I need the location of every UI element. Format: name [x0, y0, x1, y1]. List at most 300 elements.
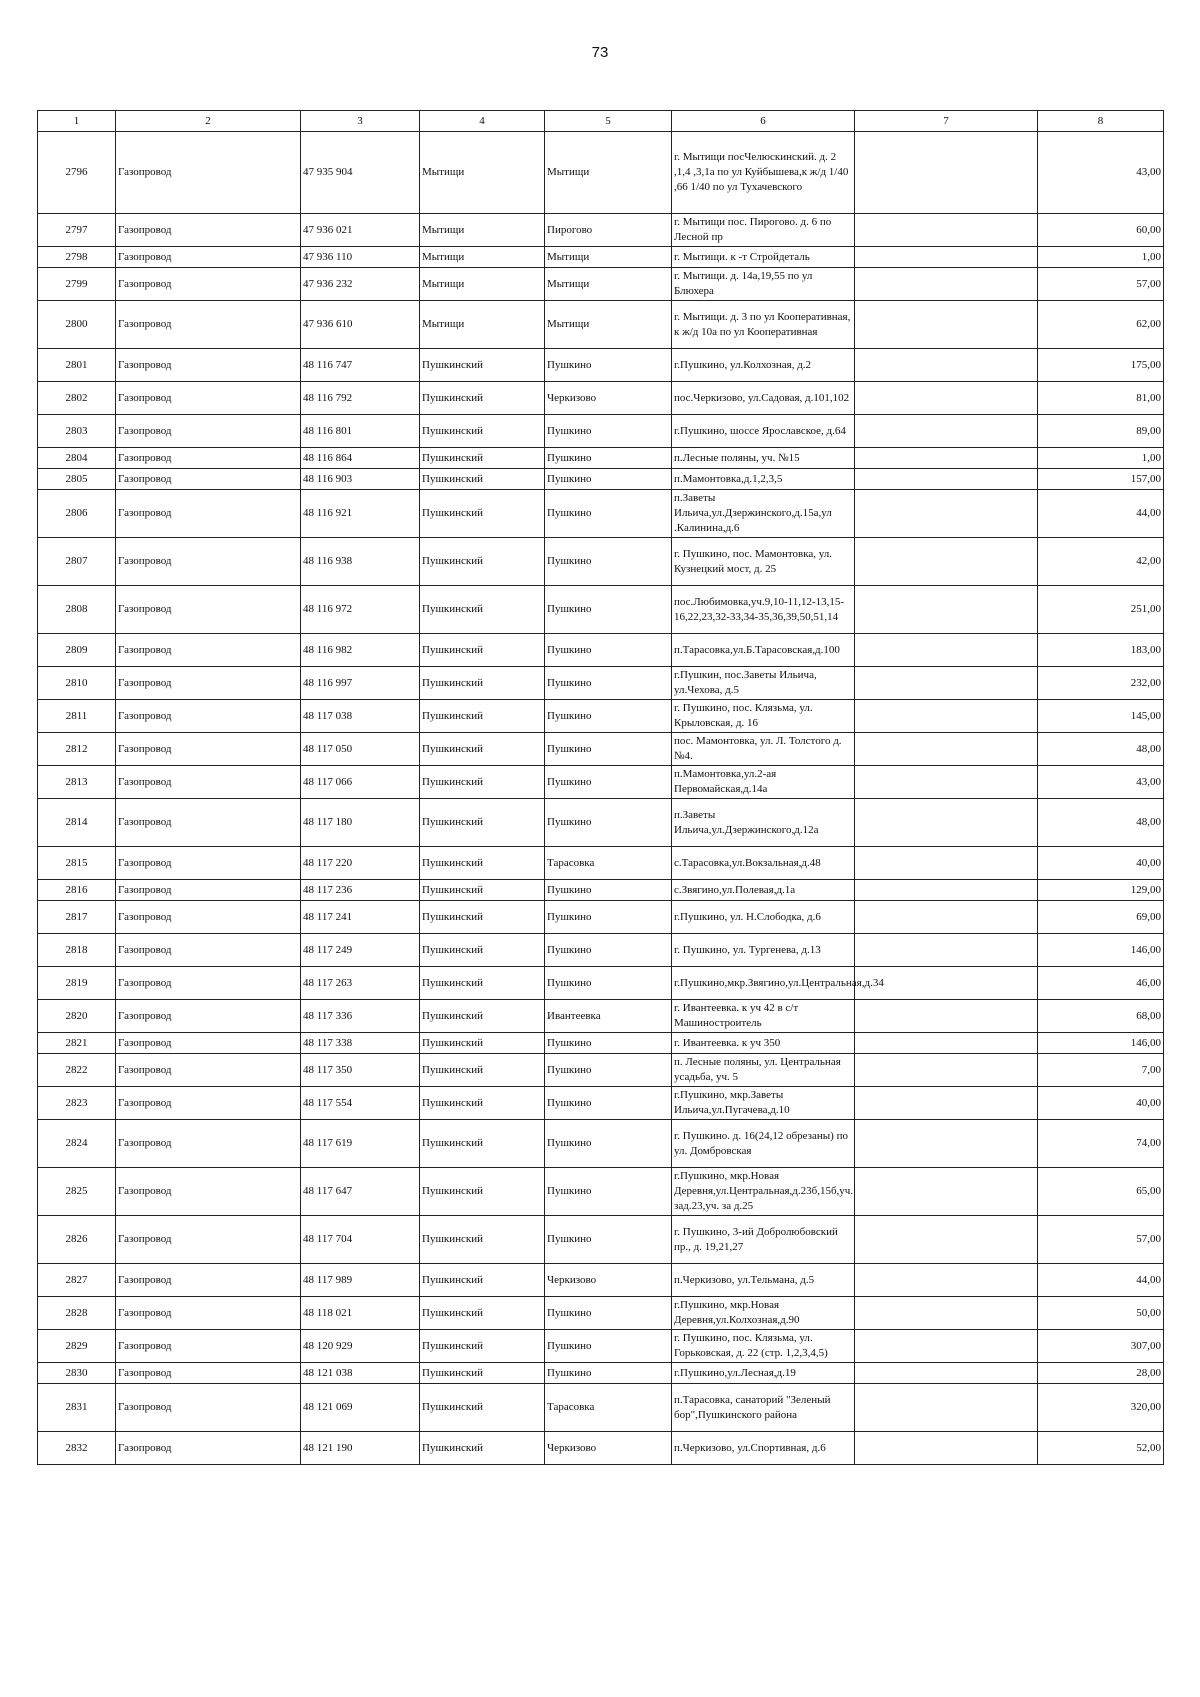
length-value: 57,00 [1038, 1216, 1164, 1264]
length-value: 69,00 [1038, 901, 1164, 934]
length-value: 46,00 [1038, 967, 1164, 1000]
length-value: 44,00 [1038, 1264, 1164, 1297]
column-7-value [855, 490, 1038, 538]
column-7-value [855, 1120, 1038, 1168]
column-7-value [855, 847, 1038, 880]
locality-name: Черкизово [545, 1432, 672, 1465]
row-number: 2803 [38, 415, 116, 448]
column-7-value [855, 1168, 1038, 1216]
object-code: 48 117 989 [301, 1264, 420, 1297]
district-name: Пушкинский [420, 967, 545, 1000]
row-number: 2821 [38, 1033, 116, 1054]
locality-name: Пушкино [545, 1363, 672, 1384]
column-7-value [855, 132, 1038, 214]
locality-name: Пушкино [545, 1330, 672, 1363]
row-number: 2827 [38, 1264, 116, 1297]
table-row [38, 132, 1164, 214]
object-code: 48 117 338 [301, 1033, 420, 1054]
length-value: 145,00 [1038, 700, 1164, 733]
length-value: 48,00 [1038, 799, 1164, 847]
object-code: 48 116 903 [301, 469, 420, 490]
object-address: г. Мытищи. д. 14а,19,55 по ул Блюхера [672, 268, 855, 301]
object-address: п.Заветы Ильича,ул.Дзержинского,д.12а [672, 799, 855, 847]
object-address: с.Звягино,ул.Полевая,д.1а [672, 880, 855, 901]
row-number: 2820 [38, 1000, 116, 1033]
table-row [38, 1297, 1164, 1330]
row-number: 2825 [38, 1168, 116, 1216]
object-code: 48 116 997 [301, 667, 420, 700]
object-code: 47 936 232 [301, 268, 420, 301]
object-address: пос.Любимовка,уч.9,10-11,12-13,15-16,22,23,32-33,34-35,36,39,50,51,14 [672, 586, 855, 634]
object-address: г. Мытищи. д. 3 по ул Кооперативная, к ж/д 10а по ул Кооперативная [672, 301, 855, 349]
object-address: г. Пушкино, ул. Тургенева, д.13 [672, 934, 855, 967]
object-address: г.Пушкино,ул.Лесная,д.19 [672, 1363, 855, 1384]
row-number: 2810 [38, 667, 116, 700]
object-address: п.Заветы Ильича,ул.Дзержинского,д.15а,ул .Калинина,д.6 [672, 490, 855, 538]
column-7-value [855, 469, 1038, 490]
object-type: Газопровод [116, 967, 301, 1000]
district-name: Пушкинский [420, 766, 545, 799]
object-address: г. Пушкино, 3-ий Добролюбовский пр., д. 19,21,27 [672, 1216, 855, 1264]
column-7-value [855, 1216, 1038, 1264]
locality-name: Пушкино [545, 967, 672, 1000]
district-name: Пушкинский [420, 1000, 545, 1033]
row-number: 2817 [38, 901, 116, 934]
length-value: 43,00 [1038, 132, 1164, 214]
row-number: 2832 [38, 1432, 116, 1465]
length-value: 251,00 [1038, 586, 1164, 634]
object-address: п.Тарасовка,ул.Б.Тарасовская,д.100 [672, 634, 855, 667]
row-number: 2828 [38, 1297, 116, 1330]
locality-name: Пушкино [545, 1297, 672, 1330]
object-code: 48 117 249 [301, 934, 420, 967]
length-value: 28,00 [1038, 1363, 1164, 1384]
locality-name: Пушкино [545, 415, 672, 448]
object-code: 48 117 038 [301, 700, 420, 733]
row-number: 2796 [38, 132, 116, 214]
object-type: Газопровод [116, 667, 301, 700]
column-7-value [855, 1384, 1038, 1432]
table-row [38, 766, 1164, 799]
object-address: г. Мытищи пос. Пирогово. д. 6 по Лесной пр [672, 214, 855, 247]
length-value: 40,00 [1038, 847, 1164, 880]
district-name: Пушкинский [420, 1216, 545, 1264]
row-number: 2829 [38, 1330, 116, 1363]
district-name: Пушкинский [420, 448, 545, 469]
row-number: 2797 [38, 214, 116, 247]
table-row [38, 1120, 1164, 1168]
column-header: 4 [420, 111, 545, 132]
locality-name: Черкизово [545, 382, 672, 415]
row-number: 2826 [38, 1216, 116, 1264]
district-name: Пушкинский [420, 1384, 545, 1432]
table-row [38, 733, 1164, 766]
table-row [38, 1168, 1164, 1216]
row-number: 2798 [38, 247, 116, 268]
table-row [38, 268, 1164, 301]
object-type: Газопровод [116, 1033, 301, 1054]
locality-name: Тарасовка [545, 847, 672, 880]
district-name: Пушкинский [420, 934, 545, 967]
length-value: 42,00 [1038, 538, 1164, 586]
object-code: 47 936 110 [301, 247, 420, 268]
length-value: 65,00 [1038, 1168, 1164, 1216]
table-row [38, 490, 1164, 538]
object-address: г. Ивантеевка. к уч 42 в с/т Машиностроитель [672, 1000, 855, 1033]
object-type: Газопровод [116, 1120, 301, 1168]
object-type: Газопровод [116, 247, 301, 268]
object-address: с.Тарасовка,ул.Вокзальная,д.48 [672, 847, 855, 880]
object-code: 48 121 190 [301, 1432, 420, 1465]
column-7-value [855, 766, 1038, 799]
column-header: 6 [672, 111, 855, 132]
object-code: 47 935 904 [301, 132, 420, 214]
column-7-value [855, 1054, 1038, 1087]
object-type: Газопровод [116, 1168, 301, 1216]
table-row [38, 247, 1164, 268]
table-row [38, 469, 1164, 490]
object-code: 48 117 554 [301, 1087, 420, 1120]
district-name: Пушкинский [420, 799, 545, 847]
locality-name: Пушкино [545, 538, 672, 586]
object-address: г.Пушкино, ул. Н.Слободка, д.6 [672, 901, 855, 934]
object-type: Газопровод [116, 268, 301, 301]
row-number: 2819 [38, 967, 116, 1000]
district-name: Пушкинский [420, 733, 545, 766]
object-type: Газопровод [116, 538, 301, 586]
object-address: п.Черкизово, ул.Тельмана, д.5 [672, 1264, 855, 1297]
object-type: Газопровод [116, 1216, 301, 1264]
length-value: 60,00 [1038, 214, 1164, 247]
object-code: 48 117 066 [301, 766, 420, 799]
column-header: 7 [855, 111, 1038, 132]
object-code: 48 121 038 [301, 1363, 420, 1384]
column-7-value [855, 382, 1038, 415]
length-value: 52,00 [1038, 1432, 1164, 1465]
district-name: Пушкинский [420, 1432, 545, 1465]
object-type: Газопровод [116, 1297, 301, 1330]
locality-name: Пушкино [545, 700, 672, 733]
page-number: 73 [591, 44, 609, 61]
object-code: 48 116 938 [301, 538, 420, 586]
object-code: 48 116 801 [301, 415, 420, 448]
object-type: Газопровод [116, 700, 301, 733]
length-value: 43,00 [1038, 766, 1164, 799]
column-7-value [855, 634, 1038, 667]
locality-name: Пушкино [545, 1120, 672, 1168]
length-value: 50,00 [1038, 1297, 1164, 1330]
object-code: 48 116 921 [301, 490, 420, 538]
header-row [38, 111, 1164, 132]
object-code: 48 116 972 [301, 586, 420, 634]
locality-name: Пушкино [545, 1054, 672, 1087]
locality-name: Пушкино [545, 1168, 672, 1216]
row-number: 2818 [38, 934, 116, 967]
table-row [38, 301, 1164, 349]
locality-name: Черкизово [545, 1264, 672, 1297]
locality-name: Пушкино [545, 766, 672, 799]
object-type: Газопровод [116, 586, 301, 634]
object-address: п.Мамонтовка,д.1,2,3,5 [672, 469, 855, 490]
column-7-value [855, 1363, 1038, 1384]
object-address: г. Мытищи посЧелюскинский. д. 2 ,1,4 ,3,1а по ул Куйбышева,к ж/д 1/40 ,66 1/40 по ул Тухачевского [672, 132, 855, 214]
column-7-value [855, 301, 1038, 349]
table-row [38, 1054, 1164, 1087]
district-name: Мытищи [420, 214, 545, 247]
locality-name: Пушкино [545, 634, 672, 667]
district-name: Пушкинский [420, 1168, 545, 1216]
column-7-value [855, 1033, 1038, 1054]
district-name: Пушкинский [420, 349, 545, 382]
district-name: Пушкинский [420, 490, 545, 538]
object-type: Газопровод [116, 1054, 301, 1087]
table-row [38, 901, 1164, 934]
district-name: Пушкинский [420, 1297, 545, 1330]
length-value: 307,00 [1038, 1330, 1164, 1363]
district-name: Пушкинский [420, 415, 545, 448]
column-7-value [855, 586, 1038, 634]
object-type: Газопровод [116, 901, 301, 934]
length-value: 175,00 [1038, 349, 1164, 382]
column-7-value [855, 247, 1038, 268]
column-7-value [855, 349, 1038, 382]
object-type: Газопровод [116, 934, 301, 967]
table-row [38, 880, 1164, 901]
table-row [38, 382, 1164, 415]
row-number: 2800 [38, 301, 116, 349]
column-7-value [855, 214, 1038, 247]
length-value: 129,00 [1038, 880, 1164, 901]
object-code: 48 116 864 [301, 448, 420, 469]
table-row [38, 1363, 1164, 1384]
length-value: 1,00 [1038, 247, 1164, 268]
row-number: 2811 [38, 700, 116, 733]
row-number: 2804 [38, 448, 116, 469]
object-type: Газопровод [116, 766, 301, 799]
column-header: 2 [116, 111, 301, 132]
object-code: 48 117 619 [301, 1120, 420, 1168]
district-name: Пушкинский [420, 1363, 545, 1384]
object-code: 48 117 241 [301, 901, 420, 934]
locality-name: Пушкино [545, 880, 672, 901]
column-7-value [855, 1087, 1038, 1120]
column-7-value [855, 1432, 1038, 1465]
table-row [38, 1432, 1164, 1465]
table-row [38, 1216, 1164, 1264]
locality-name: Пушкино [545, 490, 672, 538]
object-type: Газопровод [116, 214, 301, 247]
locality-name: Мытищи [545, 247, 672, 268]
object-type: Газопровод [116, 880, 301, 901]
object-code: 48 117 236 [301, 880, 420, 901]
district-name: Мытищи [420, 132, 545, 214]
length-value: 89,00 [1038, 415, 1164, 448]
object-address: п.Лесные поляны, уч. №15 [672, 448, 855, 469]
column-7-value [855, 538, 1038, 586]
object-type: Газопровод [116, 382, 301, 415]
table-row [38, 586, 1164, 634]
district-name: Пушкинский [420, 1054, 545, 1087]
object-code: 48 116 982 [301, 634, 420, 667]
table-row [38, 448, 1164, 469]
district-name: Пушкинский [420, 880, 545, 901]
length-value: 157,00 [1038, 469, 1164, 490]
column-7-value [855, 799, 1038, 847]
column-header: 1 [38, 111, 116, 132]
column-7-value [855, 1330, 1038, 1363]
row-number: 2807 [38, 538, 116, 586]
object-code: 48 117 180 [301, 799, 420, 847]
object-address: г. Пушкино, пос. Клязьма, ул. Крыловская, д. 16 [672, 700, 855, 733]
table-row [38, 349, 1164, 382]
row-number: 2806 [38, 490, 116, 538]
locality-name: Пушкино [545, 448, 672, 469]
length-value: 40,00 [1038, 1087, 1164, 1120]
object-code: 48 118 021 [301, 1297, 420, 1330]
locality-name: Пушкино [545, 1216, 672, 1264]
row-number: 2824 [38, 1120, 116, 1168]
locality-name: Пушкино [545, 1033, 672, 1054]
column-7-value [855, 700, 1038, 733]
object-address: п.Мамонтовка,ул.2-ая Первомайская,д.14а [672, 766, 855, 799]
object-address: г. Пушкино. д. 16(24,12 обрезаны) по ул. Домбровская [672, 1120, 855, 1168]
object-address: пос. Мамонтовка, ул. Л. Толстого д. №4. [672, 733, 855, 766]
locality-name: Пушкино [545, 349, 672, 382]
locality-name: Пушкино [545, 799, 672, 847]
object-type: Газопровод [116, 132, 301, 214]
object-type: Газопровод [116, 490, 301, 538]
object-type: Газопровод [116, 448, 301, 469]
object-type: Газопровод [116, 1000, 301, 1033]
district-name: Мытищи [420, 268, 545, 301]
object-code: 48 116 792 [301, 382, 420, 415]
district-name: Пушкинский [420, 634, 545, 667]
row-number: 2802 [38, 382, 116, 415]
locality-name: Мытищи [545, 301, 672, 349]
row-number: 2823 [38, 1087, 116, 1120]
object-type: Газопровод [116, 1330, 301, 1363]
table-row [38, 667, 1164, 700]
row-number: 2815 [38, 847, 116, 880]
table-row [38, 1033, 1164, 1054]
row-number: 2816 [38, 880, 116, 901]
object-type: Газопровод [116, 1264, 301, 1297]
district-name: Пушкинский [420, 538, 545, 586]
object-type: Газопровод [116, 1432, 301, 1465]
locality-name: Пушкино [545, 469, 672, 490]
locality-name: Пушкино [545, 733, 672, 766]
table-row [38, 967, 1164, 1000]
district-name: Пушкинский [420, 1087, 545, 1120]
district-name: Мытищи [420, 301, 545, 349]
district-name: Пушкинский [420, 1033, 545, 1054]
district-name: Пушкинский [420, 700, 545, 733]
locality-name: Пушкино [545, 667, 672, 700]
object-address: г.Пушкин, пос.Заветы Ильича, ул.Чехова, д.5 [672, 667, 855, 700]
object-address: п. Лесные поляны, ул. Центральная усадьба, уч. 5 [672, 1054, 855, 1087]
object-address: г.Пушкино,мкр.Звягино,ул.Центральная,д.34 [672, 967, 855, 1000]
table-row [38, 847, 1164, 880]
length-value: 44,00 [1038, 490, 1164, 538]
object-code: 48 121 069 [301, 1384, 420, 1432]
register-table [37, 110, 1164, 1465]
column-7-value [855, 1297, 1038, 1330]
length-value: 62,00 [1038, 301, 1164, 349]
district-name: Пушкинский [420, 1264, 545, 1297]
column-header: 5 [545, 111, 672, 132]
object-code: 48 117 050 [301, 733, 420, 766]
object-code: 47 936 021 [301, 214, 420, 247]
object-code: 47 936 610 [301, 301, 420, 349]
column-7-value [855, 1264, 1038, 1297]
object-code: 48 117 704 [301, 1216, 420, 1264]
locality-name: Мытищи [545, 268, 672, 301]
column-header: 3 [301, 111, 420, 132]
object-address: пос.Черкизово, ул.Садовая, д.101,102 [672, 382, 855, 415]
district-name: Пушкинский [420, 469, 545, 490]
district-name: Пушкинский [420, 1120, 545, 1168]
object-type: Газопровод [116, 1087, 301, 1120]
district-name: Мытищи [420, 247, 545, 268]
row-number: 2808 [38, 586, 116, 634]
length-value: 1,00 [1038, 448, 1164, 469]
object-type: Газопровод [116, 1384, 301, 1432]
table-row [38, 634, 1164, 667]
table-row [38, 1384, 1164, 1432]
column-header: 8 [1038, 111, 1164, 132]
object-type: Газопровод [116, 349, 301, 382]
column-7-value [855, 934, 1038, 967]
length-value: 146,00 [1038, 1033, 1164, 1054]
row-number: 2830 [38, 1363, 116, 1384]
object-address: г.Пушкино, мкр.Заветы Ильича,ул.Пугачева,д.10 [672, 1087, 855, 1120]
object-address: п.Тарасовка, санаторий "Зеленый бор",Пушкинского района [672, 1384, 855, 1432]
table-row [38, 538, 1164, 586]
object-address: г. Пушкино, пос. Клязьма, ул. Горьковская, д. 22 (стр. 1,2,3,4,5) [672, 1330, 855, 1363]
locality-name: Мытищи [545, 132, 672, 214]
column-7-value [855, 415, 1038, 448]
object-address: г.Пушкино, мкр.Новая Деревня,ул.Центральная,д.23б,15б,уч. зад.23,уч. за д.25 [672, 1168, 855, 1216]
object-address: г. Ивантеевка. к уч 350 [672, 1033, 855, 1054]
column-7-value [855, 880, 1038, 901]
object-type: Газопровод [116, 1363, 301, 1384]
object-address: г.Пушкино, мкр.Новая Деревня,ул.Колхозная,д.90 [672, 1297, 855, 1330]
row-number: 2814 [38, 799, 116, 847]
row-number: 2809 [38, 634, 116, 667]
district-name: Пушкинский [420, 586, 545, 634]
length-value: 74,00 [1038, 1120, 1164, 1168]
length-value: 320,00 [1038, 1384, 1164, 1432]
table-row [38, 1330, 1164, 1363]
object-code: 48 117 647 [301, 1168, 420, 1216]
object-code: 48 117 350 [301, 1054, 420, 1087]
column-7-value [855, 268, 1038, 301]
table-row [38, 700, 1164, 733]
district-name: Пушкинский [420, 667, 545, 700]
length-value: 146,00 [1038, 934, 1164, 967]
table-row [38, 1264, 1164, 1297]
locality-name: Пушкино [545, 1087, 672, 1120]
row-number: 2812 [38, 733, 116, 766]
object-type: Газопровод [116, 733, 301, 766]
table-row [38, 1000, 1164, 1033]
length-value: 183,00 [1038, 634, 1164, 667]
length-value: 232,00 [1038, 667, 1164, 700]
table-row [38, 1087, 1164, 1120]
locality-name: Пушкино [545, 934, 672, 967]
locality-name: Пушкино [545, 586, 672, 634]
district-name: Пушкинский [420, 901, 545, 934]
